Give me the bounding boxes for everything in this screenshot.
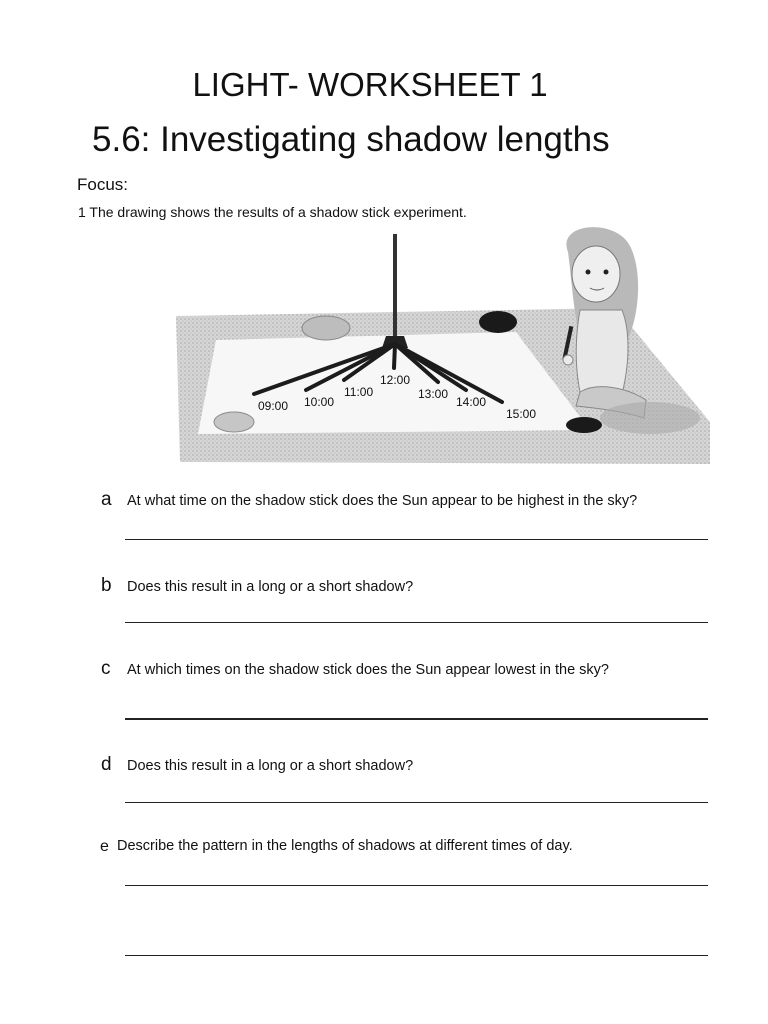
answer-line-c[interactable] xyxy=(125,718,708,720)
answer-line-a[interactable] xyxy=(125,539,708,540)
question-text: At what time on the shadow stick does the Sun appear to be highest in the sky? xyxy=(127,493,638,509)
time-label: 14:00 xyxy=(456,395,487,409)
intro-text: 1 The drawing shows the results of a shadow stick experiment. xyxy=(78,204,467,220)
time-label: 10:00 xyxy=(304,395,335,409)
focus-label: Focus: xyxy=(77,175,129,194)
worksheet-subtitle: 5.6: Investigating shadow lengths xyxy=(92,120,610,159)
question-text: Does this result in a long or a short shadow? xyxy=(127,758,414,774)
question-text: Describe the pattern in the lengths of shadows at different times of day. xyxy=(117,838,573,854)
answer-line-b[interactable] xyxy=(125,622,708,623)
answer-line-d[interactable] xyxy=(125,802,708,803)
question-text: Does this result in a long or a short shadow? xyxy=(127,579,414,595)
shadow-stick-illustration xyxy=(176,222,710,464)
question-text: At which times on the shadow stick does the Sun appear lowest in the sky? xyxy=(127,662,609,678)
stone xyxy=(566,417,602,433)
question-letter: a xyxy=(101,489,112,510)
time-label: 11:00 xyxy=(344,385,374,399)
shadow-stick-drawing xyxy=(176,222,710,464)
stone xyxy=(302,316,350,340)
answer-line-e2[interactable] xyxy=(125,955,708,956)
time-label: 12:00 xyxy=(380,373,411,387)
worksheet-title: LIGHT- WORKSHEET 1 xyxy=(192,66,548,103)
time-label: 09:00 xyxy=(258,399,289,413)
time-label: 15:00 xyxy=(506,407,537,421)
question-letter: b xyxy=(101,575,112,596)
question-letter: d xyxy=(101,754,112,775)
stone xyxy=(479,311,517,333)
shadow-line xyxy=(394,344,395,368)
answer-line-e1[interactable] xyxy=(125,885,708,886)
time-label: 13:00 xyxy=(418,387,449,401)
shadow-stick xyxy=(393,234,397,336)
question-letter: e xyxy=(100,838,109,855)
question-letter: c xyxy=(101,658,111,679)
stone xyxy=(214,412,254,432)
